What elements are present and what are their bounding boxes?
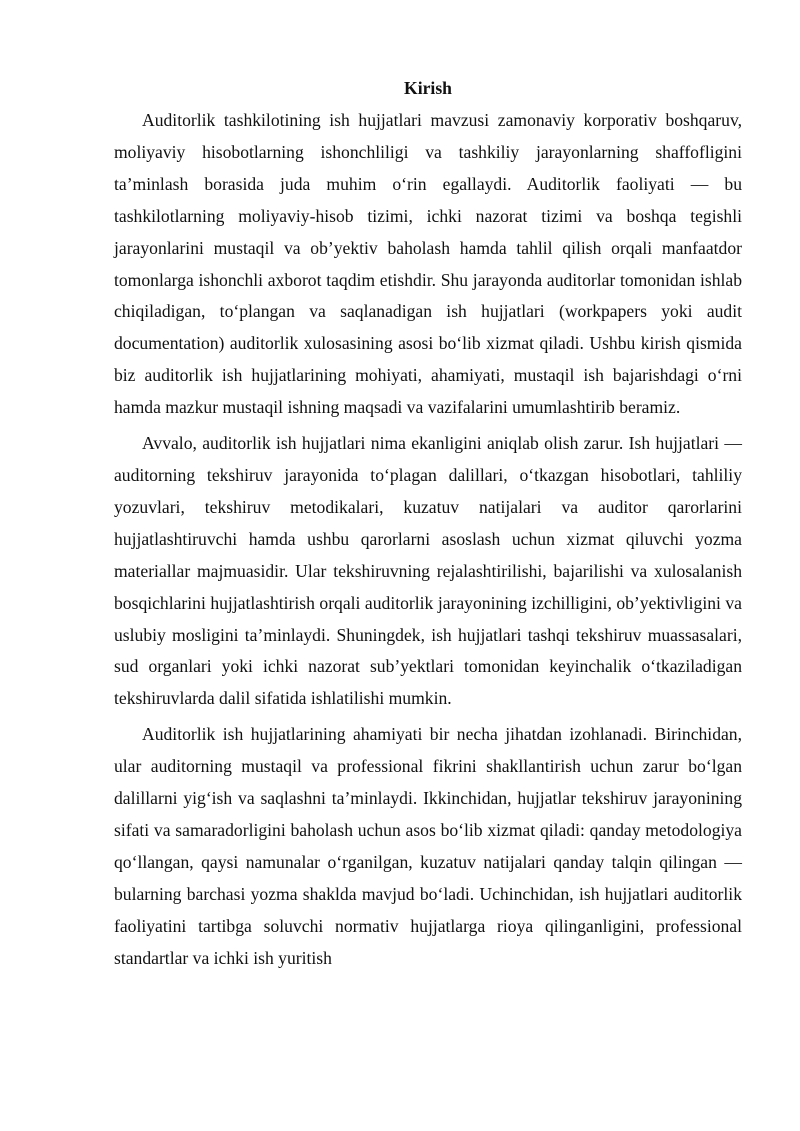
paragraph-1: Auditorlik tashkilotining ish hujjatlari mavzusi zamonaviy korporativ boshqaruv, moliyaviy hisobotlarning ishonchliligi va tashkiliy jarayonlarning shaffofligini ta’minlash borasida juda muhim o‘rin egallaydi. Auditorlik faoliyati — bu tashkilotlarning moliyaviy-hisob tizimi, ichki nazorat tizimi va boshqa tegishli jarayonlarini mustaqil va ob’yektiv baholash hamda tahlil qilish orqali manfaatdor tomonlarga ishonchli axborot taqdim etishdir. Shu jarayonda auditorlar tomonidan ishlab chiqiladigan, to‘plangan va saqlanadigan ish hujjatlari (workpapers yoki audit documentation) auditorlik xulosasining asosi bo‘lib xizmat qiladi. Ushbu kirish qismida biz auditorlik ish hujjatlarining mohiyati, ahamiyati, mustaqil ish bajarishdagi o‘rni hamda mazkur mustaqil ishning maqsadi va vazifalarini umumlashtirib beramiz. [114,110,742,418]
document-page [114,74,742,978]
document-title: Kirish [404,78,452,98]
paragraph-3: Auditorlik ish hujjatlarining ahamiyati bir necha jihatdan izohlanadi. Birinchidan, ular auditorning mustaqil va professional fikrini shakllantirish uchun zarur bo‘lgan dalillarni yig‘ish va saqlashni ta’minlaydi. Ikkinchidan, hujjatlar tekshiruv jarayonining sifati va samaradorligini baholash uchun asos bo‘lib xizmat qiladi: qanday metodologiya qo‘llangan, qaysi namunalar o‘rganilgan, kuzatuv natijalari qanday talqin qilingan — bularning barchasi yozma shaklda mavjud bo‘ladi. Uchinchidan, ish hujjatlari auditorlik faoliyatini tartibga soluvchi normativ hujjatlarga rioya qilinganligini, professional standartlar va ichki ish yuritish [114,724,742,968]
paragraph-2: Avvalo, auditorlik ish hujjatlari nima ekanligini aniqlab olish zarur. Ish hujjatlari — auditorning tekshiruv jarayonida to‘plagan dalillari, o‘tkazgan hisobotlari, tahliliy yozuvlari, tekshiruv metodikalari, kuzatuv natijalari va auditor qarorlarini hujjatlashtiruvchi hamda ushbu qarorlarni asoslash uchun xizmat qiluvchi yozma materiallar majmuasidir. Ular tekshiruvning rejalashtirilishi, bajarilishi va xulosalanish bosqichlarini hujjatlashtirish orqali auditorlik jarayonining izchilligini, ob’yektivligini va uslubiy mosligini ta’minlaydi. Shuningdek, ish hujjatlari tashqi tekshiruv muassasalari, sud organlari yoki ichki nazorat sub’yektlari tomonidan keyinchalik o‘tkaziladigan tekshiruvlarda dalil sifatida ishlatilishi mumkin. [114,433,742,709]
